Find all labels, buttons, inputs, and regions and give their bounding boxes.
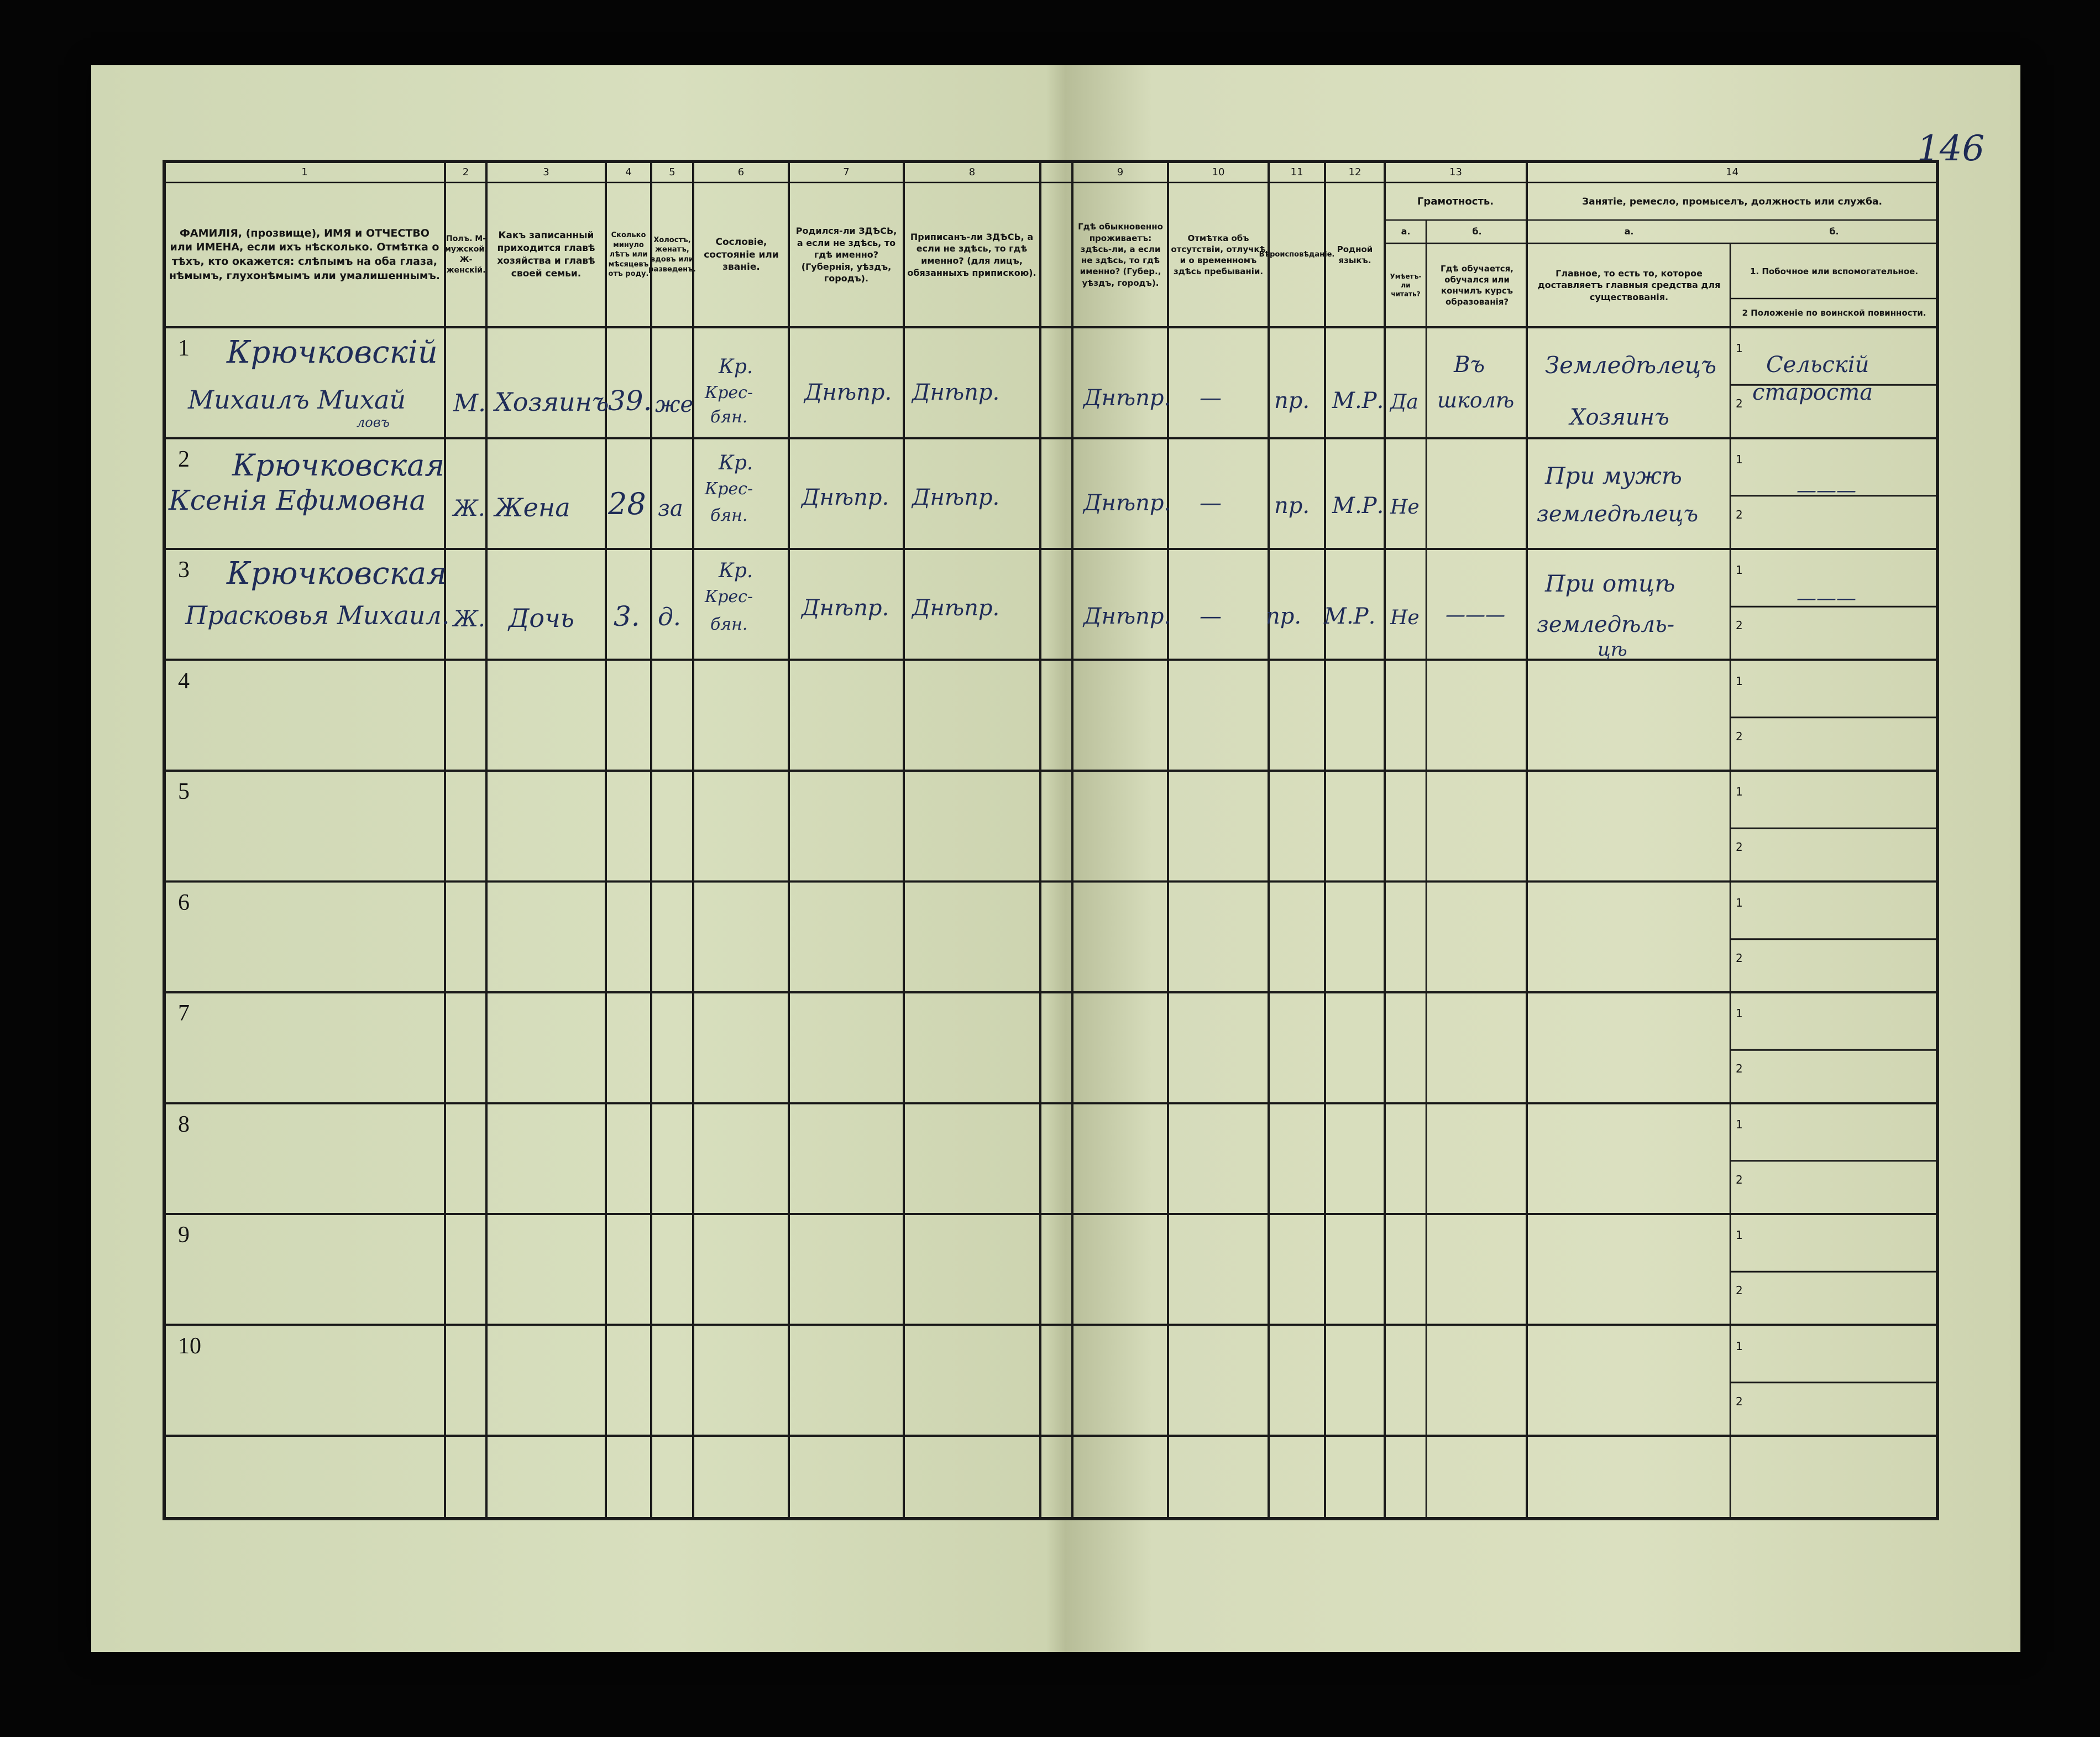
col-14a-header: Главное, то есть то, которое доставляетъ главныя средства для существованія. xyxy=(1537,268,1721,302)
side-line-2-label: 2 xyxy=(1736,397,1743,411)
row-number: 6 xyxy=(178,890,190,915)
row-2-born: Днѣпр. xyxy=(802,485,889,510)
row-2-occupation-2: земледѣлецъ xyxy=(1537,501,1699,527)
col-12-number: 12 xyxy=(1348,166,1361,178)
row-2-side-1: ——— xyxy=(1797,479,1856,502)
row-3-estate-1: Кр. xyxy=(719,559,753,582)
row-number: 2 xyxy=(178,446,190,472)
row-3-language: М.Р. xyxy=(1324,604,1376,629)
row-1-sex: М. xyxy=(453,389,486,417)
row-3-marital: д. xyxy=(658,603,681,631)
col-7-number: 7 xyxy=(843,166,850,178)
col-10-number: 10 xyxy=(1212,166,1225,178)
row-3-born: Днѣпр. xyxy=(802,595,889,621)
col-5-number: 5 xyxy=(669,166,675,178)
row-3-religion: пр. xyxy=(1266,604,1302,629)
col-13-header: Грамотность. xyxy=(1417,195,1494,207)
col-1-header: ФАМИЛІЯ, (прозвище), ИМЯ и ОТЧЕСТВО или ИМЕНА, если ихъ нѣсколько. Отмѣтка о тѣхъ, кто окажется: слѣпымъ на оба глаза, нѣмымъ, глухонѣмымъ или умалишеннымъ. xyxy=(169,227,440,282)
col-4-header: Сколько минуло лѣтъ или мѣсяцевъ отъ роду. xyxy=(608,231,649,279)
side-line-2-label: 2 xyxy=(1736,951,1743,965)
col-9-header: Гдѣ обыкновенно проживаетъ: здѣсь-ли, а если не здѣсь, то гдѣ именно? (Губер., уѣздъ, городъ). xyxy=(1078,222,1163,288)
row-1-estate-1: Кр. xyxy=(719,355,753,378)
row-3-literate: Не xyxy=(1390,606,1420,629)
row-3-relation: Дочь xyxy=(509,603,574,633)
sheet-number: 146 xyxy=(1917,128,1985,169)
side-line-1-label: 1 xyxy=(1736,1117,1743,1131)
row-2-estate-2: Крес- xyxy=(705,479,753,499)
row-3-sex: Ж. xyxy=(453,606,485,632)
row-1-side-2: староста xyxy=(1752,380,1873,405)
col-9-number: 9 xyxy=(1117,166,1124,178)
col-11-number: 11 xyxy=(1290,166,1303,178)
col-14-number: 14 xyxy=(1726,166,1738,178)
row-1-relation: Хозяинъ xyxy=(495,387,609,417)
row-1-literate: Да xyxy=(1390,391,1418,414)
row-number: 7 xyxy=(178,1001,190,1026)
col-13a-letter: а. xyxy=(1401,226,1411,237)
side-line-2-label: 2 xyxy=(1736,729,1743,743)
col-14a-letter: а. xyxy=(1624,226,1634,237)
row-2-occupation-1: При мужѣ xyxy=(1545,462,1682,489)
row-1-side-1: Сельскій xyxy=(1766,352,1869,378)
side-line-2-label: 2 xyxy=(1736,1173,1743,1186)
row-3-occupation-2: земледѣль- xyxy=(1537,612,1675,637)
row-number: 8 xyxy=(178,1111,190,1137)
row-1-language: М.Р. xyxy=(1332,388,1384,414)
row-3-surname: Крючковская xyxy=(227,556,447,592)
side-line-1-label: 1 xyxy=(1736,342,1743,355)
row-1-education-2: школѣ xyxy=(1437,388,1515,412)
row-2-estate-3: бян. xyxy=(710,506,748,525)
row-3-side-1: ——— xyxy=(1797,587,1856,610)
row-1-registered: Днѣпр. xyxy=(912,380,1000,405)
side-line-2-label: 2 xyxy=(1736,1062,1743,1076)
row-number: 3 xyxy=(178,557,190,583)
col-1-number: 1 xyxy=(301,166,308,178)
side-line-1-label: 1 xyxy=(1736,563,1743,577)
col-13b-header: Гдѣ обучается, обучался или кончилъ курсъ образованія? xyxy=(1441,263,1514,307)
row-3-resides: Днѣпр. xyxy=(1083,604,1171,629)
row-3-given-name: Прасковья Михаил. xyxy=(185,600,450,630)
row-1-born: Днѣпр. xyxy=(804,380,892,405)
col-13a-header: Умѣетъ-ли читать? xyxy=(1390,272,1422,299)
side-line-1-label: 1 xyxy=(1736,674,1743,688)
col-6-header: Сословіе, состояніе или званіе. xyxy=(704,236,779,273)
row-1-patronymic-end: ловъ xyxy=(357,415,390,430)
col-14b-letter: б. xyxy=(1829,226,1839,237)
row-number: 10 xyxy=(178,1333,201,1359)
row-2-absence: — xyxy=(1200,490,1222,516)
row-2-surname: Крючковская xyxy=(232,448,445,483)
col-8-header: Приписанъ-ли ЗДѢСЬ, а если не здѣсь, то гдѣ именно? (для лицъ, обязанныхъ припискою). xyxy=(907,231,1036,278)
col-14-header: Занятіе, ремесло, промыселъ, должность или служба. xyxy=(1582,196,1882,207)
row-1-estate-3: бян. xyxy=(710,407,748,427)
row-1-resides: Днѣпр. xyxy=(1083,385,1171,411)
col-3-number: 3 xyxy=(543,166,549,178)
row-1-surname: Крючковскій xyxy=(227,334,438,370)
row-2-literate: Не xyxy=(1390,496,1420,519)
col-13-number: 13 xyxy=(1449,166,1462,178)
col-7-header: Родился-ли ЗДѢСЬ, а если не здѣсь, то гдѣ именно? (Губернія, уѣздъ, городъ). xyxy=(795,226,897,284)
col-3-header: Какъ записанный приходится главѣ хозяйства и главѣ своей семьи. xyxy=(497,230,595,279)
row-2-registered: Днѣпр. xyxy=(912,485,1000,510)
col-5-header: Холостъ, женатъ, вдовъ или разведенъ. xyxy=(648,236,696,274)
row-3-education-1: ——— xyxy=(1446,604,1505,626)
col-12-header: Родной языкъ. xyxy=(1337,244,1373,265)
row-1-absence: — xyxy=(1200,385,1222,411)
col-8-number: 8 xyxy=(968,166,976,178)
row-number: 1 xyxy=(178,336,190,361)
side-line-2-label: 2 xyxy=(1736,508,1743,521)
row-1-education-1: Въ xyxy=(1454,352,1485,378)
row-1-estate-2: Крес- xyxy=(705,383,753,402)
row-2-given-name: Ксенія Ефимовна xyxy=(169,484,426,516)
side-line-2-label: 2 xyxy=(1736,1394,1743,1408)
side-line-1-label: 1 xyxy=(1736,896,1743,909)
col-4-number: 4 xyxy=(625,166,632,178)
col-10-header: Отмѣтка объ отсутствіи, отлучкѣ и о временномъ здѣсь пребываніи. xyxy=(1171,233,1266,277)
row-3-age: 3. xyxy=(614,600,640,632)
col-6-number: 6 xyxy=(737,166,745,178)
col-14b-header-2: 2 Положеніе по воинской повинности. xyxy=(1742,307,1926,318)
row-1-occupation-2: Хозяинъ xyxy=(1570,405,1669,430)
row-2-estate-1: Кр. xyxy=(719,452,753,474)
row-1-occupation-1: Земледѣлецъ xyxy=(1545,352,1717,379)
row-2-relation: Жена xyxy=(495,493,570,522)
col-2-number: 2 xyxy=(462,166,469,178)
col-11-header: Вѣроисповѣданіе. xyxy=(1259,250,1335,259)
row-2-religion: пр. xyxy=(1274,493,1310,519)
row-3-estate-2: Крес- xyxy=(705,587,753,606)
row-2-age: 28 xyxy=(608,486,646,521)
side-line-2-label: 2 xyxy=(1736,840,1743,854)
col-14b-header-1: 1. Побочное или вспомогательное. xyxy=(1750,266,1919,276)
side-line-1-label: 1 xyxy=(1736,1007,1743,1020)
row-3-absence: — xyxy=(1200,604,1222,629)
side-line-2-label: 2 xyxy=(1736,1284,1743,1297)
row-1-age: 39. xyxy=(608,385,652,417)
row-1-given-name: Михаилъ Михай xyxy=(188,385,406,415)
row-3-estate-3: бян. xyxy=(710,615,748,634)
row-3-occupation-1: При отцѣ xyxy=(1545,570,1675,597)
row-number: 9 xyxy=(178,1222,190,1248)
row-2-language: М.Р. xyxy=(1332,493,1384,519)
row-1-marital: же xyxy=(655,392,694,417)
row-number: 4 xyxy=(178,668,190,694)
side-line-1-label: 1 xyxy=(1736,785,1743,798)
row-2-marital: за xyxy=(658,496,683,521)
side-line-2-label: 2 xyxy=(1736,619,1743,632)
row-1-religion: пр. xyxy=(1274,388,1310,414)
row-number: 5 xyxy=(178,779,190,804)
side-line-1-label: 1 xyxy=(1736,452,1743,466)
row-3-occupation-3: цѣ xyxy=(1598,639,1627,661)
col-13b-letter: б. xyxy=(1472,226,1482,237)
row-2-resides: Днѣпр. xyxy=(1083,490,1171,516)
side-line-1-label: 1 xyxy=(1736,1339,1743,1353)
side-line-1-label: 1 xyxy=(1736,1228,1743,1242)
row-3-registered: Днѣпр. xyxy=(912,595,1000,621)
col-2-header: Полъ. М-мужской. Ж-женскій. xyxy=(444,234,488,275)
row-2-sex: Ж. xyxy=(453,496,485,521)
